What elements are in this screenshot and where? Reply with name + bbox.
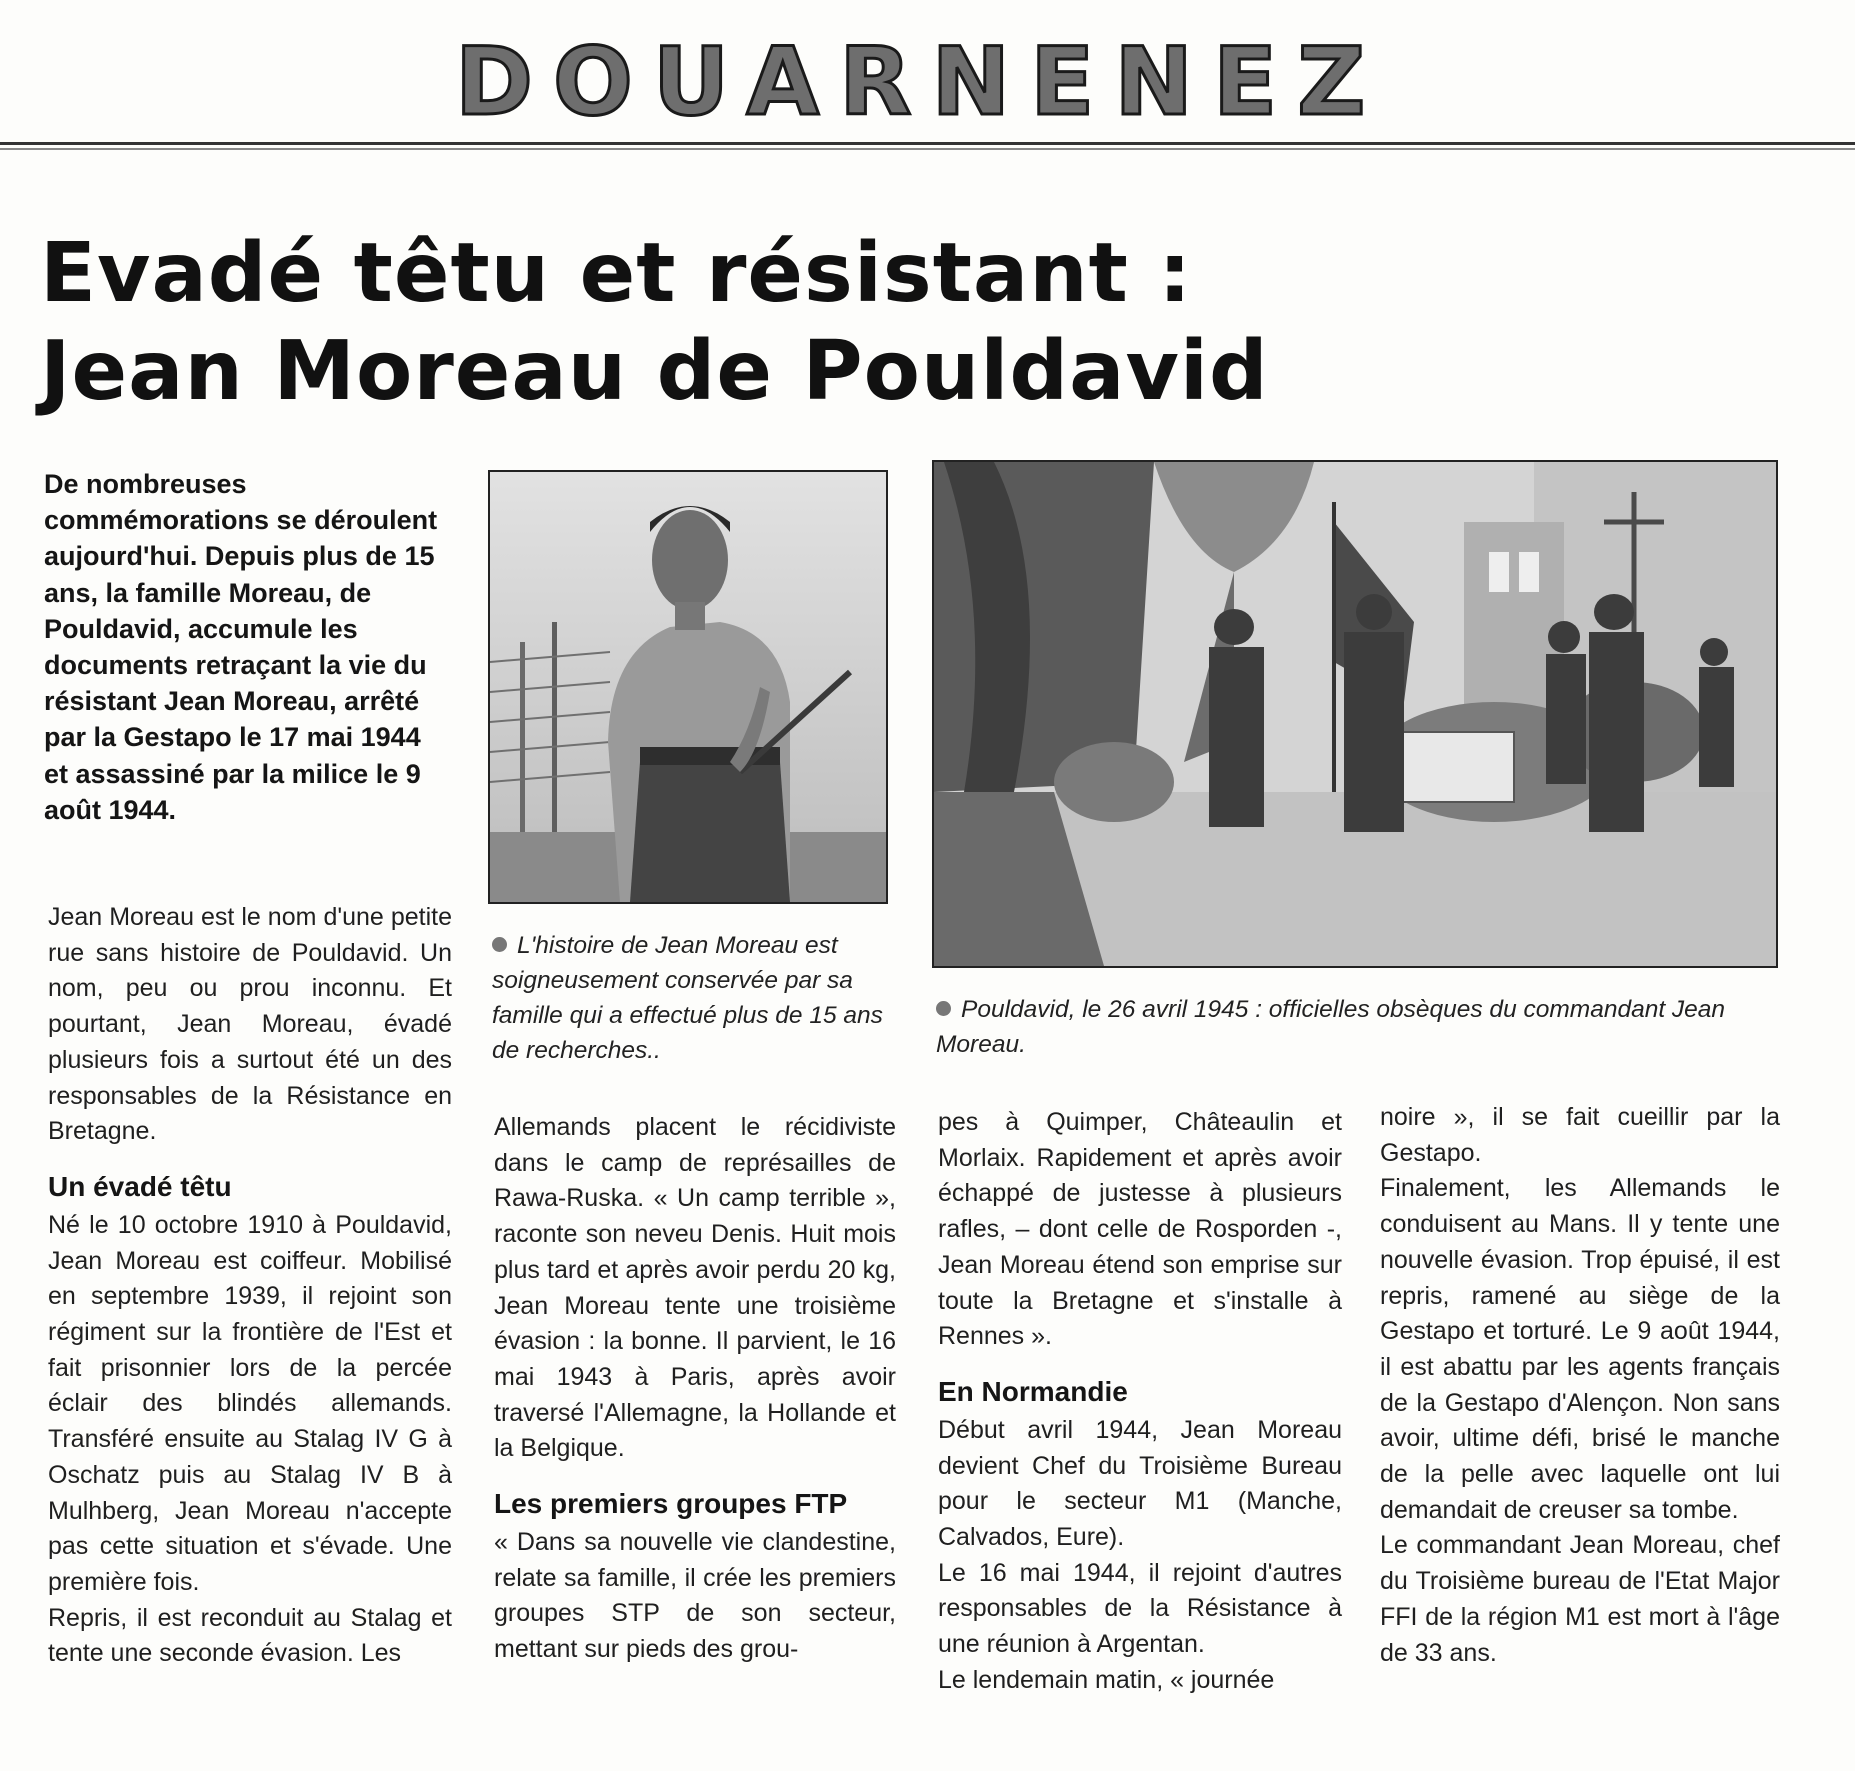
subhead-un-evade-tetu: Un évadé têtu [48,1170,232,1202]
masthead-rule [0,142,1855,150]
subhead-premiers-groupes-ftp: Les premiers groupes FTP [494,1488,848,1520]
column1-paragraph-2: Repris, il est reconduit au Stalag et tente une seconde évasion. Les [48,1603,452,1668]
column3-paragraph-1: pes à Quimper, Châteaulin et Morlaix. Rapidement et après avoir échappé de justesse à plusieurs rafles, – dont celle de Rosporden -, Jean Moreau étend son emprise sur toute la Bretagne et s'installe à Rennes ». [938,1108,1342,1351]
column3-paragraph-2: Début avril 1944, Jean Moreau devient Chef du Troisième Bureau pour le secteur M1 (Manche, Calvados, Eure). [938,1415,1342,1552]
funeral-photo-image [934,462,1776,966]
portrait-caption-text: L'histoire de Jean Moreau est soigneusement conservée par sa famille qui a effectué plus de 15 ans de recherches.. [492,932,883,1064]
column1-intro: Jean Moreau est le nom d'une petite rue sans histoire de Pouldavid. Un nom, peu ou prou inconnu. Et pourtant, Jean Moreau, évadé plusieurs fois a surtout été un des responsables de la Résistance en Bretagne. [48,903,452,1146]
article-column-2 [494,1110,896,1668]
portrait-photo [488,470,888,904]
caption-bullet-icon [936,1001,951,1016]
column2-paragraph-1: Allemands placent le récidiviste dans le camp de représailles de Rawa-Ruska. « Un camp terrible », raconte son neveu Denis. Huit mois plus tard et après avoir perdu 20 kg, Jean Moreau tente une troisième évasion : la bonne. Il parvient, le 16 mai 1943 à Paris, après avoir traversé l'Allemagne, la Hollande et la Belgique. [494,1113,896,1463]
caption-bullet-icon [492,937,507,952]
funeral-caption-text: Pouldavid, le 26 avril 1945 : officielles obsèques du commandant Jean Moreau. [936,996,1726,1058]
column4-paragraph-3: Le commandant Jean Moreau, chef du Troisième bureau de l'Etat Major FFI de la région M1 est mort à l'âge de 33 ans. [1380,1531,1780,1667]
lead-paragraph: De nombreuses commémorations se déroulent aujourd'hui. Depuis plus de 15 ans, la famille Moreau, de Pouldavid, accumule les documents retraçant la vie du résistant Jean Moreau, arrêté par la Gestapo le 17 mai 1944 et assassiné par la milice le 9 août 1944. [44,469,438,825]
headline-line-1: Evadé têtu et résistant : [40,226,1193,321]
column1-paragraph-1: Né le 10 octobre 1910 à Pouldavid, Jean Moreau est coiffeur. Mobilisé en septembre 1939, il rejoint son régiment sur la frontière de l'Est et fait prisonnier lors de la percée éclair des blindés allemands. Transféré ensuite au Stalag IV G à Oschatz puis au Stalag IV B à Mulhberg, Jean Moreau n'accepte pas cette situation et s'évade. Une première fois. [48,1210,452,1596]
headline [40,225,1540,421]
column4-paragraph-1: noire », il se fait cueillir par la Gestapo. [1380,1103,1780,1167]
portrait-photo-image [490,472,886,902]
article-column-1 [48,900,452,1672]
article-column-4 [1380,1100,1780,1671]
column3-paragraph-3: Le 16 mai 1944, il rejoint d'autres responsables de la Résistance à une réunion à Argentan. [938,1558,1342,1659]
portrait-caption [492,928,892,1068]
column4-paragraph-2: Finalement, les Allemands le conduisent au Mans. Il y tente une nouvelle évasion. Trop épuisé, il est repris, ramené au siège de la Gestapo et torturé. Le 9 août 1944, il est abattu par les agents français de la Gestapo d'Alençon. Non sans avoir, ultime défi, brisé le manche de la pelle avec laquelle ont lui demandait de creuser sa tombe. [1380,1174,1780,1524]
funeral-caption [936,992,1778,1062]
column3-paragraph-4: Le lendemain matin, « journée [938,1665,1275,1694]
masthead-title: DOUARNENEZ [455,28,1386,137]
article-column-3 [938,1105,1342,1699]
funeral-photo [932,460,1778,968]
headline-line-2: Jean Moreau de Pouldavid [40,324,1269,419]
subhead-en-normandie: En Normandie [938,1375,1128,1407]
masthead [0,10,1855,137]
column2-paragraph-2: « Dans sa nouvelle vie clandestine, relate sa famille, il crée les premiers groupes STP de son secteur, mettant sur pieds des grou- [494,1528,896,1664]
